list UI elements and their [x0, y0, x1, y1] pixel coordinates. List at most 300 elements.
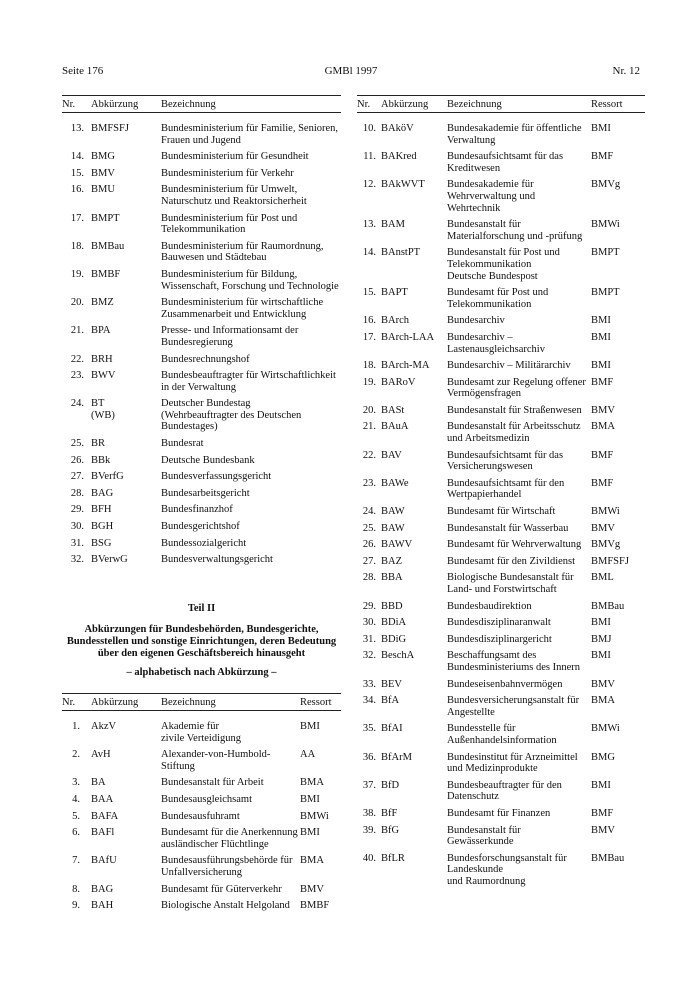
cell-bezeichnung: Bundesakademie für öffentliche Verwaltung [447, 123, 582, 146]
cell-ressort: BMBau [591, 852, 625, 864]
cell-nr: 9. [72, 900, 80, 912]
cell-ressort: BMI [591, 650, 611, 662]
table-row [357, 405, 645, 417]
cell-nr: 33. [362, 678, 376, 690]
table-row [357, 650, 645, 673]
cell-bezeichnung: Bundesaufsichtsamt für den Wertpapierhandel [447, 477, 565, 501]
table-row [357, 360, 645, 372]
table-header [62, 95, 341, 113]
cell-abkuerzung: BGH [91, 521, 114, 533]
table-row [62, 438, 341, 450]
cell-abkuerzung: BAG [91, 487, 114, 499]
table-row [357, 523, 645, 535]
table-row [357, 219, 645, 242]
cell-bezeichnung: Bundesarchiv – Lastenausgleichsarchiv [447, 331, 545, 355]
cell-ressort: BMI [300, 793, 320, 805]
cell-nr: 3. [72, 777, 80, 789]
table-row [62, 811, 341, 823]
cell-abkuerzung: BAA [91, 793, 114, 805]
issue-number: Nr. 12 [612, 65, 640, 77]
cell-abkuerzung: BT (WB) [91, 398, 115, 421]
cell-ressort: BMI [591, 360, 611, 372]
cell-nr: 19. [70, 268, 84, 280]
table-row [62, 398, 341, 433]
cell-nr: 1. [72, 721, 80, 732]
cell-nr: 14. [362, 247, 376, 259]
table-row [357, 752, 645, 775]
cell-abkuerzung: BAnstPT [381, 247, 421, 259]
table-teil1 [62, 95, 341, 571]
cell-nr: 16. [362, 315, 376, 327]
cell-ressort: AA [300, 749, 316, 761]
header-abkuerzung: Abkürzung [91, 99, 139, 110]
table-teil2-left [62, 693, 341, 917]
cell-nr: 4. [72, 793, 80, 805]
cell-nr: 32. [70, 554, 84, 566]
cell-bezeichnung: Bundesamt für den Zivildienst [447, 555, 576, 567]
cell-ressort: BMVg [591, 179, 621, 191]
cell-bezeichnung: Bundesanstalt für Wasserbau [447, 522, 569, 534]
cell-bezeichnung: Bundesamt für Finanzen [447, 807, 551, 819]
cell-bezeichnung: Bundesministerium für Post und Telekommunikation [161, 212, 298, 236]
table-row [62, 721, 341, 744]
table-row [357, 506, 645, 518]
cell-abkuerzung: BMPT [91, 212, 120, 224]
cell-nr: 10. [362, 123, 376, 134]
table-row [62, 488, 341, 500]
cell-bezeichnung: Bundesversicherungsanstalt für Angestellte [447, 695, 580, 718]
cell-bezeichnung: Bundesdisziplinaranwalt [447, 617, 551, 629]
cell-ressort: BMI [591, 331, 611, 343]
table-row [62, 269, 341, 292]
cell-ressort: BMF [591, 449, 614, 461]
header-bezeichnung: Bezeichnung [161, 697, 216, 708]
cell-abkuerzung: BAuA [381, 421, 409, 433]
cell-bezeichnung: Bundesinstitut für Arzneimittel und Medizinprodukte [447, 751, 578, 775]
table-row [357, 780, 645, 803]
cell-abkuerzung: BAKred [381, 151, 417, 163]
cell-abkuerzung: BFH [91, 504, 112, 516]
cell-bezeichnung: Bundesamt für Post und Telekommunikation [447, 287, 549, 310]
cell-abkuerzung: BAV [381, 449, 402, 461]
cell-ressort: BMWi [591, 723, 620, 735]
cell-nr: 31. [362, 633, 376, 645]
cell-nr: 19. [362, 376, 376, 388]
cell-bezeichnung: Bundesanstalt für Straßenwesen [447, 404, 582, 416]
cell-nr: 28. [362, 572, 376, 584]
cell-abkuerzung: BEV [381, 678, 402, 690]
cell-bezeichnung: Bundesforschungsanstalt für Landeskunde und Raumordnung [447, 852, 567, 887]
cell-nr: 25. [70, 438, 84, 450]
cell-abkuerzung: BfA [381, 695, 400, 707]
cell-bezeichnung: Bundesministerium für Gesundheit [161, 151, 309, 163]
cell-ressort: BMF [591, 151, 614, 163]
cell-nr: 15. [362, 287, 376, 299]
cell-ressort: BMV [591, 522, 615, 534]
table-row [62, 900, 341, 912]
cell-abkuerzung: BfArM [381, 751, 412, 763]
cell-bezeichnung: Bundesarchiv – Militärarchiv [447, 360, 571, 372]
cell-nr: 24. [70, 398, 84, 410]
cell-bezeichnung: Bundesstelle für Außenhandelsinformation [447, 723, 557, 746]
cell-ressort: BMG [591, 751, 615, 763]
cell-abkuerzung: BASt [381, 404, 405, 416]
table-row [357, 151, 645, 174]
cell-bezeichnung: Bundesausführungsbehörde für Unfallversicherung [161, 855, 293, 878]
cell-bezeichnung: Bundeseisenbahnvermögen [447, 678, 563, 690]
table-row [357, 808, 645, 820]
cell-ressort: BMV [591, 824, 615, 836]
cell-abkuerzung: BAW [381, 506, 405, 518]
table-row [62, 123, 341, 146]
table-row [357, 617, 645, 629]
cell-ressort: BMI [591, 123, 611, 134]
cell-bezeichnung: Bundesministerium für Umwelt, Naturschutz und Reaktorsicherheit [161, 184, 307, 207]
table-row [357, 539, 645, 551]
cell-abkuerzung: BSG [91, 537, 112, 549]
cell-nr: 23. [362, 477, 376, 489]
table-row [62, 777, 341, 789]
teil2-subtitle: Abkürzungen für Bundesbehörden, Bundesgerichte, Bundesstellen und sonstige Einrichtungen, deren Bedeutung über den eigenen Geschäftsbereich hinausgeht [66, 623, 337, 659]
table-row [357, 421, 645, 444]
cell-nr: 28. [70, 487, 84, 499]
cell-abkuerzung: BDiA [381, 617, 407, 629]
cell-ressort: BMVg [591, 539, 621, 551]
cell-abkuerzung: BAH [91, 900, 114, 912]
table-row [62, 749, 341, 772]
page-header [62, 66, 640, 80]
table-row [62, 297, 341, 320]
cell-nr: 40. [362, 852, 376, 864]
cell-nr: 15. [70, 167, 84, 179]
table-row [62, 370, 341, 393]
cell-nr: 2. [72, 749, 80, 761]
table-row [62, 538, 341, 550]
cell-ressort: BMV [591, 678, 615, 690]
table-row [357, 723, 645, 746]
table-row [357, 634, 645, 646]
header-nr: Nr. [62, 99, 76, 110]
table-row [62, 554, 341, 566]
cell-nr: 18. [70, 240, 84, 252]
cell-ressort: BMWi [300, 810, 329, 822]
cell-bezeichnung: Bundesanstalt für Materialforschung und -prüfung [447, 219, 583, 242]
cell-ressort: BMA [591, 421, 615, 433]
cell-ressort: BMA [300, 777, 324, 789]
cell-nr: 21. [362, 421, 376, 433]
table-row [357, 695, 645, 718]
cell-ressort: BMF [591, 807, 614, 819]
cell-bezeichnung: Bundesakademie für Wehrverwaltung und Wehrtechnik [447, 179, 536, 214]
cell-abkuerzung: BMBF [91, 268, 121, 280]
table-teil2-right [357, 95, 645, 892]
cell-abkuerzung: BAZ [381, 555, 402, 567]
table-row [62, 884, 341, 896]
cell-abkuerzung: BMV [91, 167, 115, 179]
cell-nr: 29. [362, 600, 376, 612]
cell-bezeichnung: Bundesbeauftragter für Wirtschaftlichkeit in der Verwaltung [161, 370, 336, 393]
cell-bezeichnung: Alexander-von-Humbold-Stiftung [161, 749, 271, 772]
cell-nr: 22. [70, 353, 84, 365]
teil2-title: Teil II [187, 603, 216, 614]
table-row [357, 679, 645, 691]
cell-bezeichnung: Bundesministerium für Verkehr [161, 167, 294, 179]
table-row [357, 247, 645, 282]
table-row [357, 315, 645, 327]
cell-abkuerzung: BVerwG [91, 554, 128, 566]
cell-abkuerzung: BAFA [91, 810, 119, 822]
table-row [357, 572, 645, 595]
cell-bezeichnung: Bundesbeauftragter für den Datenschutz [447, 779, 562, 803]
header-ressort: Ressort [300, 697, 332, 708]
cell-nr: 14. [70, 151, 84, 163]
cell-bezeichnung: Bundesanstalt für Gewässerkunde [447, 824, 521, 848]
table-row [62, 471, 341, 483]
table-row [357, 332, 645, 355]
cell-ressort: BMV [591, 404, 615, 416]
cell-ressort: BMI [300, 721, 320, 732]
table-row [62, 794, 341, 806]
cell-ressort: BMPT [591, 287, 620, 299]
page-number: Seite 176 [62, 65, 104, 77]
cell-abkuerzung: BAPT [381, 287, 408, 299]
cell-abkuerzung: BAM [381, 219, 405, 231]
cell-bezeichnung: Bundesfinanzhof [161, 504, 233, 516]
cell-nr: 8. [72, 883, 80, 895]
cell-abkuerzung: BAFl [91, 827, 115, 839]
table-row [62, 455, 341, 467]
cell-nr: 18. [362, 360, 376, 372]
cell-bezeichnung: Bundesministerium für Raumordnung, Bauwesen und Städtebau [161, 240, 324, 264]
cell-ressort: BMBF [300, 900, 330, 912]
header-bezeichnung: Bezeichnung [447, 99, 502, 110]
cell-nr: 29. [70, 504, 84, 516]
cell-bezeichnung: Bundesausfuhramt [161, 810, 240, 822]
cell-nr: 17. [362, 331, 376, 343]
cell-abkuerzung: BArch-LAA [381, 331, 435, 343]
header-abkuerzung: Abkürzung [91, 697, 139, 708]
cell-nr: 27. [362, 555, 376, 567]
cell-bezeichnung: Bundesanstalt für Arbeitsschutz und Arbeitsmedizin [447, 421, 581, 445]
cell-ressort: BMJ [591, 633, 612, 645]
cell-nr: 17. [70, 212, 84, 224]
cell-bezeichnung: Biologische Bundesanstalt für Land- und Forstwirtschaft [447, 572, 574, 595]
cell-abkuerzung: AvH [91, 749, 111, 761]
teil2-sort-note: – alphabetisch nach Abkürzung – [126, 666, 277, 678]
table-row [357, 179, 645, 214]
cell-nr: 20. [70, 297, 84, 309]
cell-nr: 11. [363, 151, 376, 163]
cell-bezeichnung: Bundesverfassungsgericht [161, 471, 272, 483]
cell-nr: 23. [70, 370, 84, 382]
cell-ressort: BMA [300, 855, 324, 867]
cell-abkuerzung: BVerfG [91, 471, 124, 483]
table-body [357, 113, 645, 887]
cell-ressort: BMF [591, 376, 614, 388]
cell-abkuerzung: BMFSFJ [91, 123, 129, 134]
cell-abkuerzung: BMU [91, 184, 115, 196]
cell-abkuerzung: BBA [381, 572, 403, 584]
cell-ressort: BMV [300, 883, 324, 895]
cell-nr: 16. [70, 184, 84, 196]
cell-bezeichnung: Bundesministerium für wirtschaftliche Zusammenarbeit und Entwicklung [161, 297, 324, 320]
cell-bezeichnung: Bundesverwaltungsgericht [161, 554, 273, 566]
cell-ressort: BMI [300, 827, 320, 839]
cell-nr: 36. [362, 751, 376, 763]
cell-nr: 31. [70, 537, 84, 549]
cell-abkuerzung: BAköV [381, 123, 414, 134]
cell-nr: 26. [362, 539, 376, 551]
cell-abkuerzung: BWV [91, 370, 116, 382]
table-row [357, 450, 645, 473]
cell-nr: 39. [362, 824, 376, 836]
cell-abkuerzung: BAkWVT [381, 179, 425, 191]
cell-bezeichnung: Biologische Anstalt Helgoland [161, 900, 290, 912]
cell-bezeichnung: Bundesgerichtshof [161, 521, 240, 533]
cell-abkuerzung: BfD [381, 779, 400, 791]
cell-nr: 32. [362, 650, 376, 662]
cell-bezeichnung: Bundesamt für Wirtschaft [447, 506, 556, 518]
cell-ressort: BMI [591, 779, 611, 791]
table-row [357, 853, 645, 888]
table-row [62, 184, 341, 207]
cell-bezeichnung: Bundesanstalt für Arbeit [161, 777, 264, 789]
cell-bezeichnung: Bundesausgleichsamt [161, 793, 252, 805]
cell-ressort: BMBau [591, 600, 625, 612]
cell-abkuerzung: BRH [91, 353, 113, 365]
cell-abkuerzung: BArch [381, 315, 409, 327]
cell-bezeichnung: Bundesamt für Wehrverwaltung [447, 539, 582, 551]
cell-ressort: BMA [591, 695, 615, 707]
cell-nr: 5. [72, 810, 80, 822]
cell-bezeichnung: Bundesarbeitsgericht [161, 487, 250, 499]
cell-ressort: BMFSFJ [591, 555, 629, 567]
cell-abkuerzung: AkzV [91, 721, 117, 732]
teil2-heading [62, 603, 341, 678]
cell-bezeichnung: Bundesministerium für Bildung, Wissenschaft, Forschung und Technologie [161, 268, 339, 292]
cell-abkuerzung: BAWV [381, 539, 413, 551]
table-row [357, 123, 645, 146]
cell-bezeichnung: Bundesrechnungshof [161, 353, 250, 365]
cell-nr: 38. [362, 807, 376, 819]
table-row [62, 168, 341, 180]
cell-abkuerzung: BfAI [381, 723, 403, 735]
cell-nr: 7. [72, 855, 80, 867]
cell-abkuerzung: BArch-MA [381, 360, 430, 372]
cell-ressort: BMI [591, 617, 611, 629]
cell-abkuerzung: BMBau [91, 240, 125, 252]
cell-bezeichnung: Bundesamt für die Anerkennung ausländischer Flüchtlinge [161, 827, 298, 850]
table-header [357, 95, 645, 113]
table-row [62, 521, 341, 533]
table-row [62, 504, 341, 516]
table-row [62, 827, 341, 850]
cell-ressort: BMF [591, 477, 614, 489]
cell-bezeichnung: Akademie für zivile Verteidigung [161, 721, 241, 744]
cell-abkuerzung: BARoV [381, 376, 416, 388]
cell-nr: 37. [362, 779, 376, 791]
table-row [62, 325, 341, 348]
cell-nr: 25. [362, 522, 376, 534]
cell-abkuerzung: BPA [91, 325, 111, 337]
cell-bezeichnung: Presse- und Informationsamt der Bundesregierung [161, 325, 299, 348]
cell-nr: 34. [362, 695, 376, 707]
cell-nr: 22. [362, 449, 376, 461]
cell-bezeichnung: Deutsche Bundesbank [161, 454, 255, 466]
table-row [62, 855, 341, 878]
cell-abkuerzung: BAWe [381, 477, 409, 489]
cell-bezeichnung: Bundesdisziplinargericht [447, 633, 552, 645]
cell-abkuerzung: BDiG [381, 633, 407, 645]
cell-nr: 35. [362, 723, 376, 735]
table-row [62, 354, 341, 366]
cell-bezeichnung: Bundesamt zur Regelung offener Vermögensfragen [447, 376, 586, 400]
table-row [357, 478, 645, 501]
cell-nr: 20. [362, 404, 376, 416]
cell-ressort: BMI [591, 315, 611, 327]
cell-bezeichnung: Bundesaufsichtsamt für das Kreditwesen [447, 151, 564, 174]
cell-nr: 24. [362, 506, 376, 518]
cell-abkuerzung: BfF [381, 807, 398, 819]
table-row [62, 213, 341, 236]
table-header [62, 693, 341, 711]
cell-bezeichnung: Bundesamt für Güterverkehr [161, 883, 282, 895]
cell-bezeichnung: Bundesministerium für Familie, Senioren, Frauen und Jugend [161, 123, 339, 146]
cell-abkuerzung: BfLR [381, 852, 405, 864]
cell-nr: 21. [70, 325, 84, 337]
cell-nr: 13. [70, 123, 84, 134]
cell-abkuerzung: BAfU [91, 855, 117, 867]
table-body [62, 113, 341, 566]
cell-bezeichnung: Deutscher Bundestag (Wehrbeauftragter des Deutschen Bundestages) [161, 398, 302, 433]
cell-ressort: BML [591, 572, 614, 584]
cell-nr: 27. [70, 471, 84, 483]
cell-nr: 30. [70, 521, 84, 533]
table-row [62, 241, 341, 264]
cell-nr: 12. [362, 179, 376, 191]
cell-nr: 30. [362, 617, 376, 629]
cell-abkuerzung: BAG [91, 883, 114, 895]
cell-ressort: BMPT [591, 247, 620, 259]
cell-bezeichnung: Bundesaufsichtsamt für das Versicherungswesen [447, 449, 564, 473]
cell-ressort: BMWi [591, 219, 620, 231]
cell-nr: 26. [70, 454, 84, 466]
table-row [357, 601, 645, 613]
table-row [62, 151, 341, 163]
cell-abkuerzung: BR [91, 438, 106, 450]
header-nr: Nr. [62, 697, 76, 708]
table-body [62, 711, 341, 912]
cell-bezeichnung: Bundesbaudirektion [447, 600, 532, 612]
cell-nr: 6. [72, 827, 80, 839]
cell-abkuerzung: BBD [381, 600, 403, 612]
table-row [357, 556, 645, 568]
cell-abkuerzung: BMZ [91, 297, 114, 309]
cell-abkuerzung: BA [91, 777, 106, 789]
header-ressort: Ressort [591, 99, 623, 110]
publication-title: GMBl 1997 [324, 65, 378, 77]
cell-bezeichnung: Bundessozialgericht [161, 537, 247, 549]
header-nr: Nr. [357, 99, 371, 110]
cell-ressort: BMWi [591, 506, 620, 518]
cell-abkuerzung: BBk [91, 454, 111, 466]
cell-bezeichnung: Bundesarchiv [447, 315, 505, 327]
header-bezeichnung: Bezeichnung [161, 99, 216, 110]
cell-nr: 13. [362, 219, 376, 231]
header-abkuerzung: Abkürzung [381, 99, 429, 110]
cell-abkuerzung: BMG [91, 151, 115, 163]
cell-bezeichnung: Beschaffungsamt des Bundesministeriums des Innern [447, 650, 580, 673]
